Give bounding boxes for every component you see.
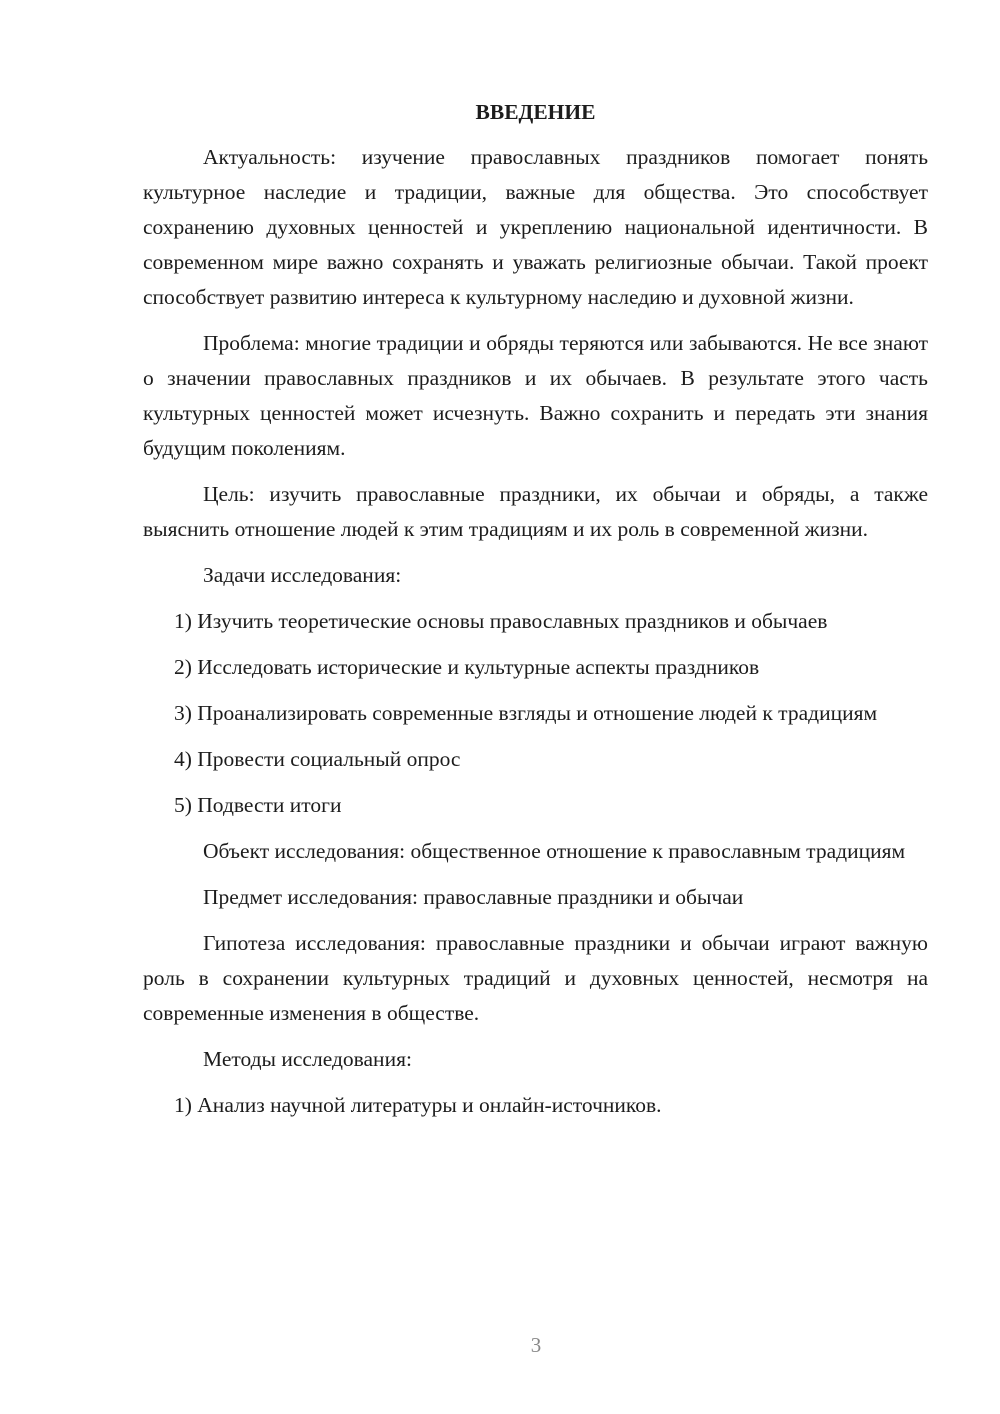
task-item: 2) Исследовать исторические и культурные аспекты праздников — [174, 655, 760, 679]
problem-paragraph: Проблема: многие традиции и обряды теряются или забываются. Не все знают о значении православных праздников и их обычаев. В результате этого часть культурных ценностей может исчезнуть. Важно сохранить и передать эти знания будущим поколениям. — [143, 331, 928, 460]
relevance-paragraph: Актуальность: изучение православных праздников помогает понять культурное наследие и традиции, важные для общества. Это способствует сохранению духовных ценностей и укреплению национальной идентичности. В современном мире важно сохранять и уважать религиозные обычаи. Такой проект способствует развитию интереса к культурному наследию и духовной жизни. — [143, 145, 928, 309]
methods-title: Методы исследования: — [203, 1047, 412, 1071]
goal-paragraph: Цель: изучить православные праздники, их обычаи и обряды, а также выяснить отношение людей к этим традициям и их роль в современной жизни. — [143, 482, 928, 541]
hypothesis-paragraph: Гипотеза исследования: православные праздники и обычаи играют важную роль в сохранении культурных традиций и духовных ценностей, несмотря на современные изменения в обществе. — [143, 931, 928, 1025]
task-item: 4) Провести социальный опрос — [174, 747, 461, 771]
task-item: 1) Изучить теоретические основы православных праздников и обычаев — [174, 609, 828, 633]
task-item: 3) Проанализировать современные взгляды и отношение людей к традициям — [174, 701, 878, 725]
page-number: 3 — [530, 1333, 542, 1357]
object-paragraph: Объект исследования: общественное отношение к православным традициям — [203, 839, 906, 863]
task-item: 5) Подвести итоги — [174, 793, 342, 817]
section-heading: ВВЕДЕНИЕ — [475, 100, 596, 124]
tasks-title: Задачи исследования: — [203, 563, 402, 587]
method-item: 1) Анализ научной литературы и онлайн-источников. — [174, 1093, 662, 1117]
page-content — [143, 95, 928, 1134]
subject-paragraph: Предмет исследования: православные праздники и обычаи — [203, 885, 744, 909]
